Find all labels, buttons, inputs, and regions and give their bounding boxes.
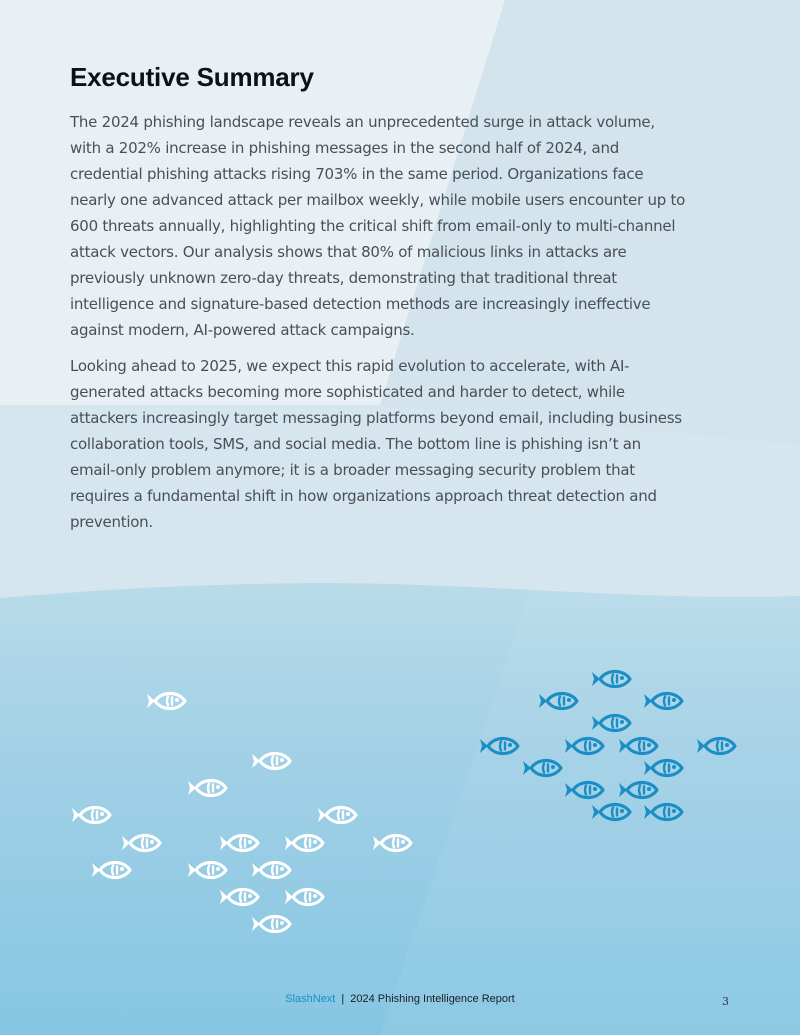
footer-separator: | bbox=[341, 993, 345, 1005]
page-number: 3 bbox=[722, 995, 729, 1008]
summary-paragraph-1: The 2024 phishing landscape reveals an unprecedented surge in attack volume, with a 202% increase in phishing messages in the second half of 2024, and credential phishing attacks rising 703% in the same period. Organizations face nearly one advanced attack per mailbox weekly, while mobile users encounter up to 600 threats annually, highlighting the critical shift from email-only to multi-channel attack vectors. Our analysis shows that 80% of malicious links in attacks are previously unknown zero-day threats, demonstrating that traditional threat intelligence and signature-based detection methods are increasingly ineffective against modern, AI-powered attack campaigns. bbox=[70, 113, 686, 339]
footer-report-title: 2024 Phishing Intelligence Report bbox=[350, 993, 515, 1005]
page-title: Executive Summary bbox=[70, 62, 314, 92]
footer-brand: SlashNext bbox=[285, 993, 336, 1005]
page-footer bbox=[0, 993, 800, 1005]
summary-paragraph-2: Looking ahead to 2025, we expect this rapid evolution to accelerate, with AI-generated attacks becoming more sophisticated and harder to detect, while attackers increasingly target messaging platforms beyond email, including business collaboration tools, SMS, and social media. The bottom line is phishing isn’t an email-only problem anymore; it is a broader messaging security problem that requires a fundamental shift in how organizations approach threat detection and prevention. bbox=[70, 357, 682, 531]
executive-summary-section bbox=[70, 62, 690, 545]
